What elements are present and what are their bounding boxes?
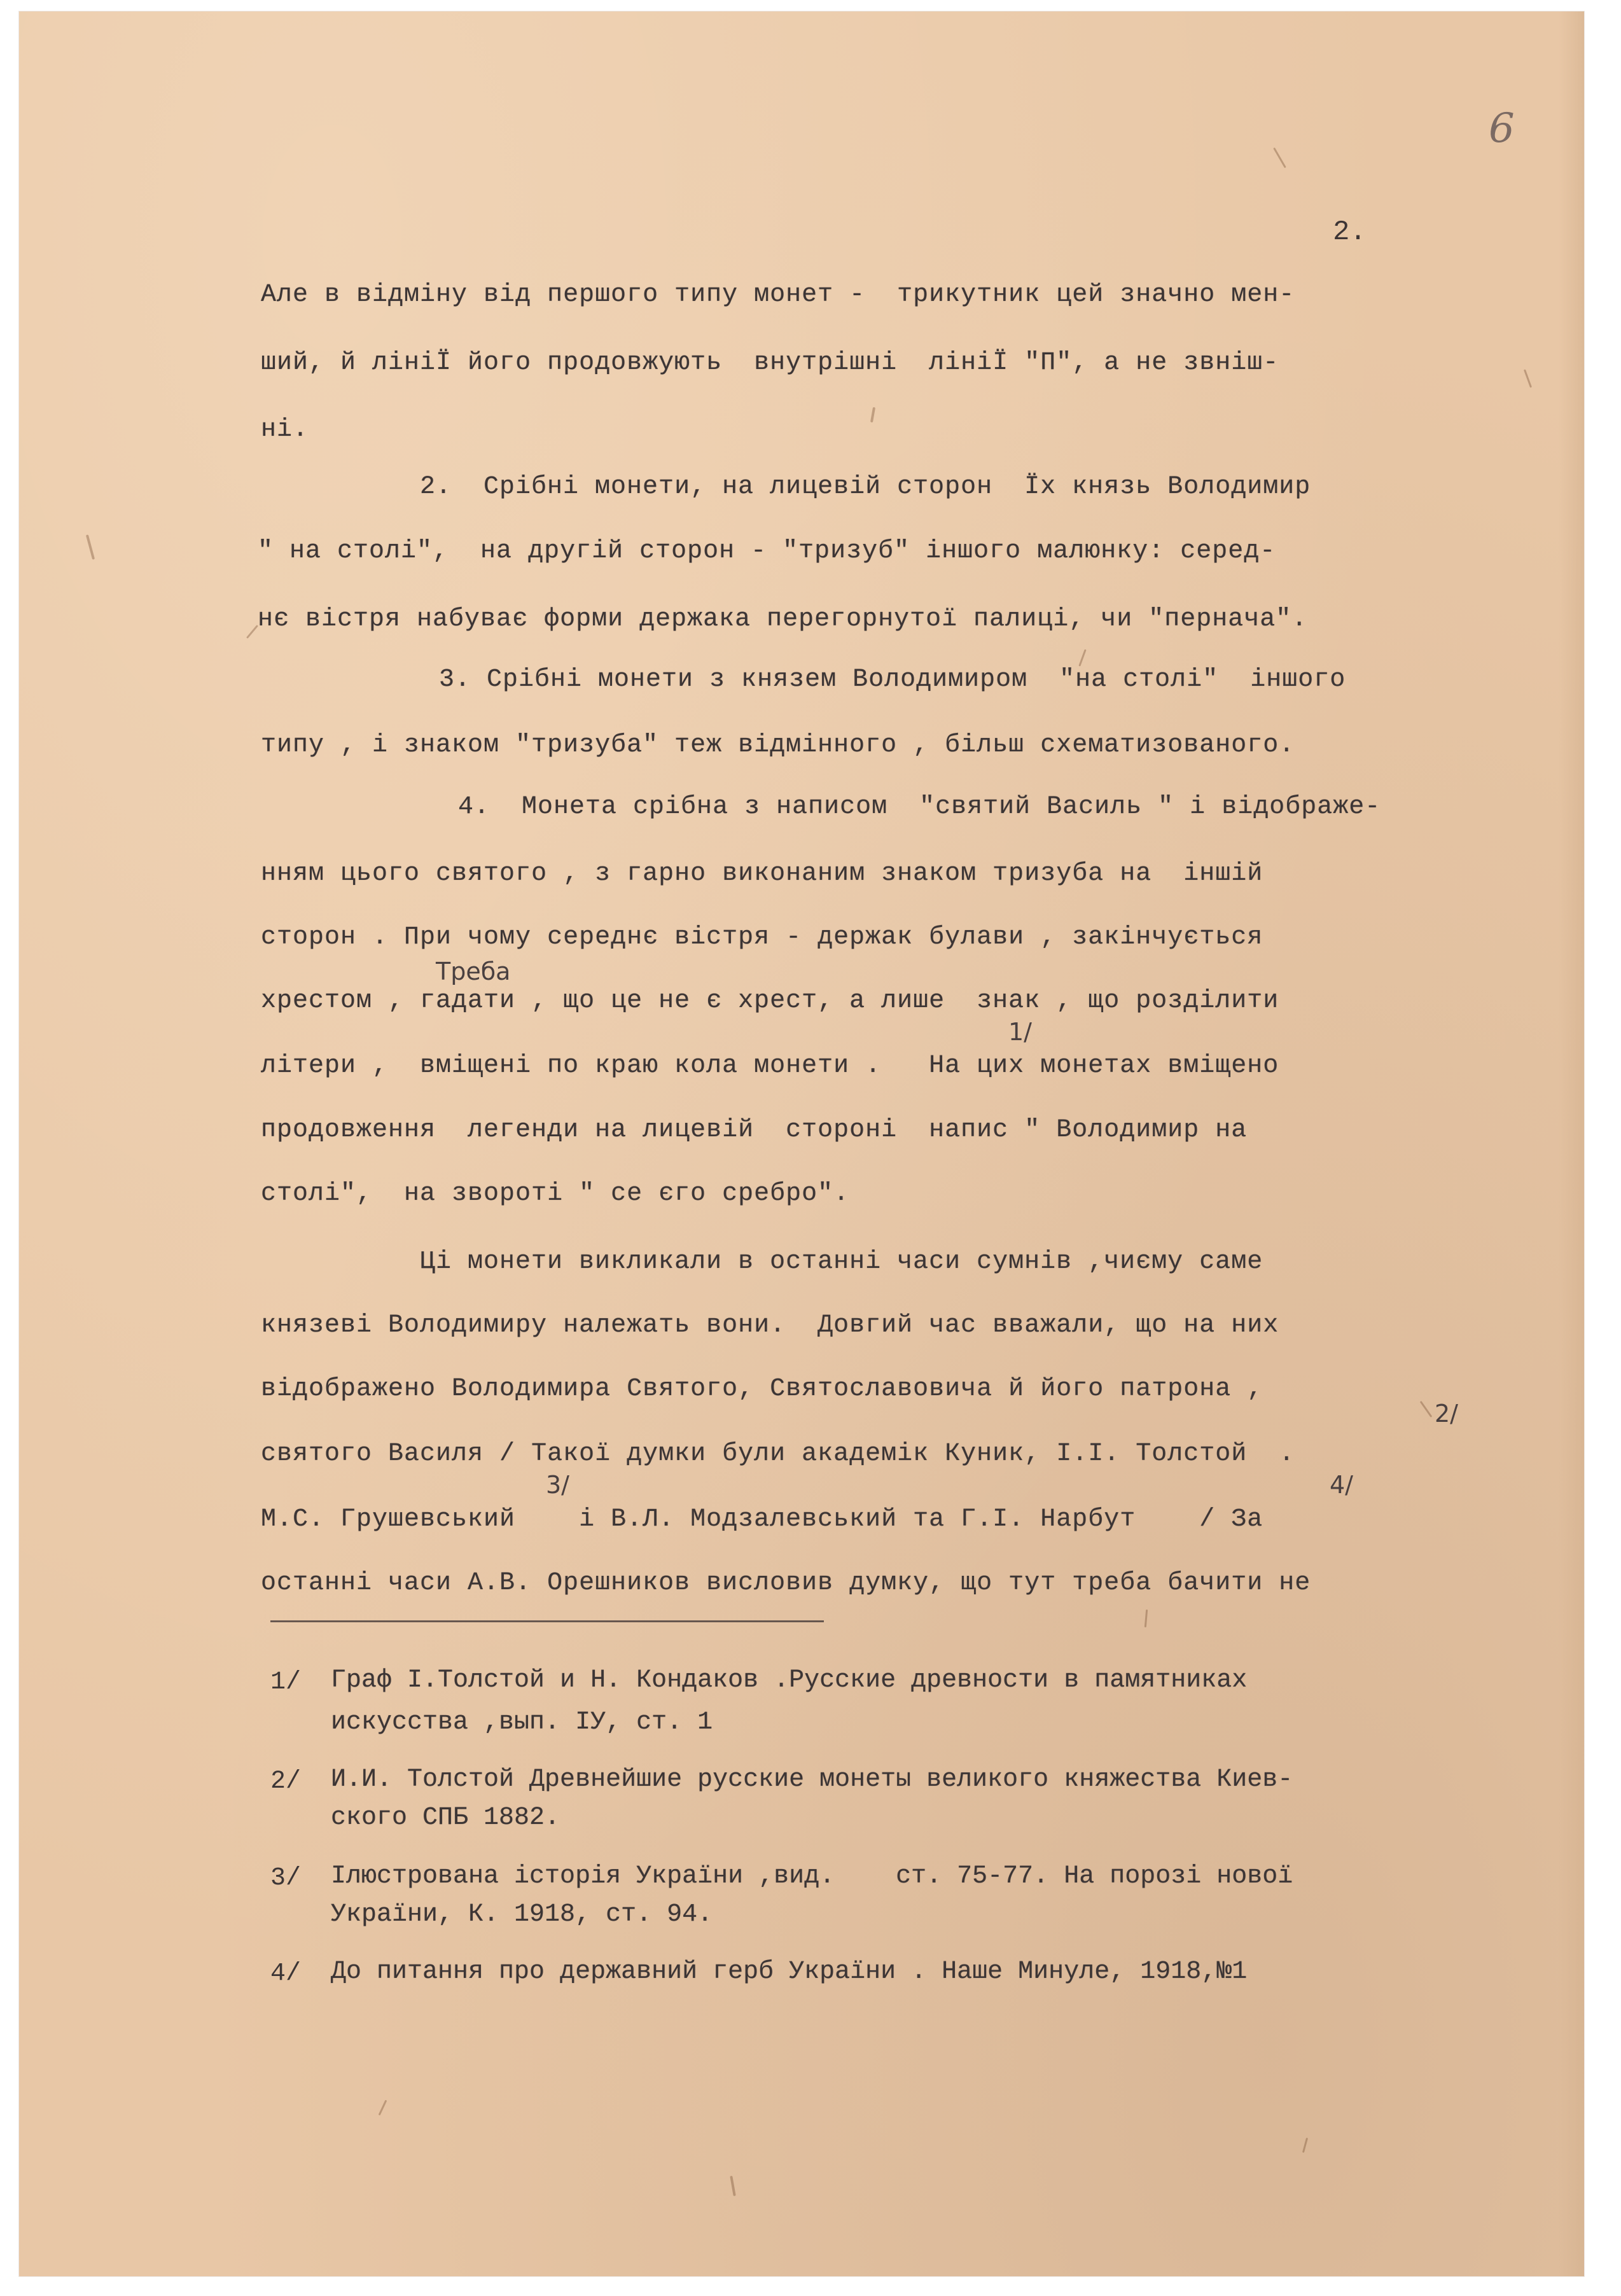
body-line: хрестом , гадати , що це не є хрест, а лише знак , що розділити (261, 987, 1279, 1015)
footnote-line: України, К. 1918, ст. 94. (331, 1900, 713, 1929)
body-line: князеві Володимиру належать вони. Довгий час вважали, що на них (261, 1311, 1279, 1340)
body-line: 3. Срібні монети з князем Володимиром "на столі" іншого (439, 665, 1346, 694)
body-line: відображено Володимира Святого, Святославовича й його патрона , (261, 1375, 1263, 1403)
body-line: останні часи А.В. Орешников висловив думку, що тут треба бачити не (261, 1569, 1311, 1597)
footnote-marker: 4/ (270, 1959, 302, 1988)
body-line: сторон . При чому середнє вістря - держак булави , закінчується (261, 923, 1263, 952)
footnote-line: Ілюстрована історія України ,вид. ст. 75-77. На порозі нової (331, 1862, 1293, 1891)
inserted-word: Треба (436, 957, 511, 985)
footnote-marker: 1/ (270, 1668, 302, 1697)
footnote-marker: 2/ (270, 1767, 302, 1796)
footnote-ref-3: 3/ (546, 1471, 569, 1499)
body-line: " на столі", на другій сторон - "тризуб" іншого малюнку: серед- (258, 537, 1276, 566)
body-line: нням цього святого , з гарно виконаним знаком тризуба на іншій (261, 859, 1263, 888)
body-line: Але в відміну від першого типу монет - трикутник цей значно мен- (261, 281, 1295, 309)
body-line: продовження легенди на лицевій стороні напис " Володимир на (261, 1116, 1248, 1145)
footnote-line: ского СПБ 1882. (331, 1804, 560, 1832)
body-line: літери , вміщені по краю кола монети . На цих монетах вміщено (261, 1052, 1279, 1080)
body-line: ший, й лініЇ його продовжують внутрішні лініЇ "П", а не звніш- (261, 349, 1279, 377)
body-line: Ці монети викликали в останні часи сумнів ,чиєму саме (420, 1248, 1263, 1276)
typed-page-number: 2. (1333, 216, 1367, 248)
footnote-marker: 3/ (270, 1864, 302, 1893)
footnote-separator (270, 1620, 824, 1622)
footnote-ref-2: 2/ (1435, 1400, 1458, 1428)
body-line: типу , і знаком "тризуба" теж відмінного , більш схематизованого. (261, 731, 1295, 760)
body-line: 4. Монета срібна з написом "святий Василь " і відображе- (458, 793, 1381, 821)
handwritten-page-number: 6 (1489, 105, 1515, 152)
footnote-line: искусства ,вып. ІУ, ст. 1 (331, 1708, 713, 1737)
body-line: ні. (261, 415, 309, 444)
footnote-line: Граф І.Толстой и Н. Кондаков .Русские древности в памятниках (331, 1666, 1248, 1695)
body-line: 2. Срібні монети, на лицевій сторон Їх князь Володимир (420, 473, 1311, 501)
body-line: нє вістря набуває форми держака перегорнутої палиці, чи "пернача". (258, 605, 1308, 634)
footnote-line: До питання про державний герб України . Наше Минуле, 1918,№1 (331, 1958, 1248, 1986)
footnote-line: И.И. Толстой Древнейшие русские монеты великого княжества Киев- (331, 1765, 1293, 1794)
footnote-ref-4: 4/ (1330, 1471, 1353, 1499)
footnote-ref-1: 1/ (1008, 1018, 1032, 1046)
body-line: святого Василя / Такої думки були академік Куник, І.І. Толстой . (261, 1440, 1295, 1468)
body-line: М.С. Грушевський і В.Л. Модзалевський та Г.І. Нарбут / За (261, 1505, 1263, 1534)
body-line: столі", на звороті " се єго сребро". (261, 1179, 850, 1208)
